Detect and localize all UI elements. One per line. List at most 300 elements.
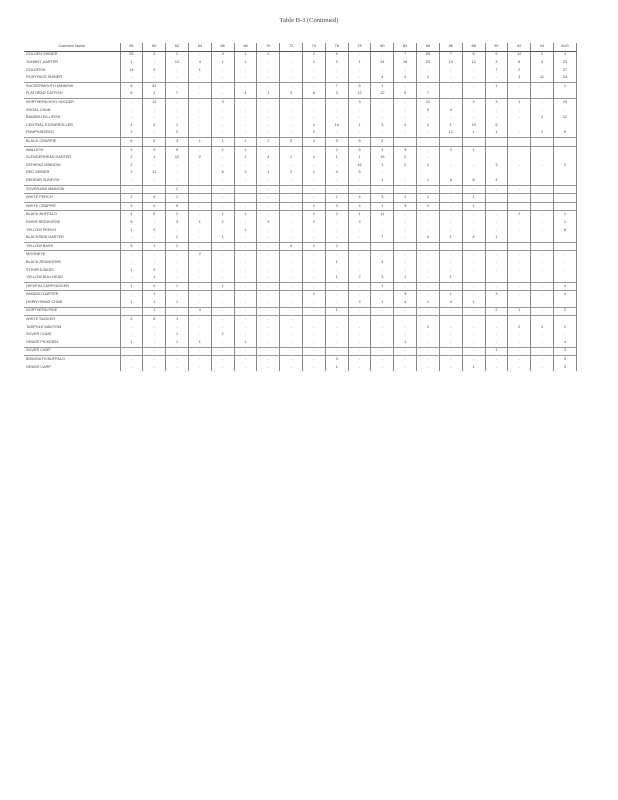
count-cell: - xyxy=(348,107,371,115)
count-cell: 1 xyxy=(234,51,257,59)
count-cell: 3 xyxy=(417,122,440,130)
count-cell: 2 xyxy=(325,194,348,203)
count-cell: - xyxy=(143,107,166,115)
species-name-cell: FATHEAD MINNOW xyxy=(24,162,120,170)
count-cell: - xyxy=(417,211,440,219)
count-cell: 3 xyxy=(257,219,280,227)
count-cell: - xyxy=(394,177,417,185)
count-cell xyxy=(462,242,485,251)
count-cell: - xyxy=(394,282,417,291)
count-cell: 2 xyxy=(166,130,189,138)
count-cell: - xyxy=(120,234,143,242)
count-cell: - xyxy=(188,107,211,115)
count-cell xyxy=(553,299,576,307)
count-cell: - xyxy=(166,107,189,115)
count-cell: - xyxy=(257,162,280,170)
count-cell: 12 xyxy=(553,114,576,122)
count-cell: 5 xyxy=(348,170,371,178)
count-cell: - xyxy=(257,67,280,75)
count-cell: - xyxy=(143,331,166,339)
count-cell: - xyxy=(462,74,485,82)
count-cell: 6 xyxy=(303,91,326,99)
count-cell: - xyxy=(234,107,257,115)
column-header: 90 xyxy=(485,43,508,51)
count-cell: - xyxy=(303,185,326,194)
count-cell: - xyxy=(439,82,462,90)
count-cell xyxy=(508,177,531,185)
count-cell: 3 xyxy=(143,146,166,154)
count-cell: - xyxy=(234,316,257,324)
count-cell: - xyxy=(417,307,440,316)
count-cell: - xyxy=(257,307,280,316)
count-cell: - xyxy=(143,339,166,347)
count-cell: - xyxy=(303,146,326,154)
count-cell: - xyxy=(508,364,531,372)
count-cell: - xyxy=(234,251,257,259)
count-cell: - xyxy=(485,339,508,347)
count-cell: - xyxy=(257,324,280,332)
count-cell: - xyxy=(348,67,371,75)
count-cell: - xyxy=(417,67,440,75)
count-cell: 24 xyxy=(371,59,394,67)
count-cell: 1 xyxy=(257,170,280,178)
count-cell xyxy=(508,122,531,130)
count-cell: 1 xyxy=(120,59,143,67)
count-cell: 5 xyxy=(166,146,189,154)
count-cell: - xyxy=(188,170,211,178)
count-cell: - xyxy=(394,114,417,122)
count-cell: - xyxy=(303,274,326,282)
count-cell: - xyxy=(257,74,280,82)
count-cell: - xyxy=(508,130,531,138)
count-cell: 4 xyxy=(371,74,394,82)
count-cell: - xyxy=(257,299,280,307)
count-cell: - xyxy=(371,267,394,275)
count-cell: 1 xyxy=(439,291,462,299)
count-cell: - xyxy=(280,74,303,82)
count-cell: - xyxy=(371,99,394,107)
count-cell: - xyxy=(280,162,303,170)
column-header: 88 xyxy=(462,43,485,51)
count-cell: 4 xyxy=(257,154,280,162)
count-cell: - xyxy=(417,185,440,194)
table-row xyxy=(24,107,577,115)
count-cell: - xyxy=(120,259,143,267)
table-row xyxy=(24,138,577,147)
count-cell: 12 xyxy=(143,170,166,178)
count-cell: - xyxy=(211,242,234,251)
count-cell: - xyxy=(303,299,326,307)
count-cell: 3 xyxy=(462,99,485,107)
count-cell: 1 xyxy=(120,267,143,275)
count-cell: - xyxy=(211,114,234,122)
table-row xyxy=(24,347,577,356)
count-cell: - xyxy=(485,107,508,115)
count-cell: - xyxy=(394,307,417,316)
count-cell: - xyxy=(143,114,166,122)
count-cell: - xyxy=(553,259,576,267)
species-name-cell: SUCKERMOUTH MINNOW xyxy=(24,82,120,90)
count-cell: 5 xyxy=(120,219,143,227)
count-cell: - xyxy=(280,316,303,324)
column-header: 58 xyxy=(120,43,143,51)
count-cell: 3 xyxy=(143,91,166,99)
count-cell: 1 xyxy=(166,316,189,324)
count-cell: 1 xyxy=(439,122,462,130)
count-cell: 2 xyxy=(531,130,554,138)
count-cell: 1 xyxy=(485,130,508,138)
count-cell: - xyxy=(325,291,348,299)
count-cell: - xyxy=(439,162,462,170)
count-cell: - xyxy=(143,185,166,194)
count-cell: 32 xyxy=(143,82,166,90)
count-cell: - xyxy=(188,347,211,356)
count-cell: - xyxy=(280,347,303,356)
table-row xyxy=(24,234,577,242)
count-cell: 1 xyxy=(348,122,371,130)
count-cell: 1 xyxy=(234,154,257,162)
count-cell: - xyxy=(371,347,394,356)
count-cell: - xyxy=(234,177,257,185)
table-row xyxy=(24,291,577,299)
count-cell xyxy=(531,146,554,154)
count-cell: - xyxy=(234,274,257,282)
count-cell xyxy=(371,316,394,324)
count-cell: - xyxy=(188,356,211,364)
count-cell: 1 xyxy=(303,170,326,178)
count-cell: - xyxy=(462,251,485,259)
count-cell: - xyxy=(211,299,234,307)
count-cell: - xyxy=(348,324,371,332)
column-header: 94 xyxy=(531,43,554,51)
count-cell xyxy=(531,154,554,162)
count-cell: - xyxy=(439,211,462,219)
count-cell: 1 xyxy=(553,219,576,227)
count-cell: - xyxy=(531,211,554,219)
count-cell: - xyxy=(439,259,462,267)
count-cell: - xyxy=(234,194,257,203)
count-cell: - xyxy=(531,107,554,115)
count-cell: - xyxy=(371,185,394,194)
count-cell: - xyxy=(166,274,189,282)
count-cell: 1 xyxy=(371,82,394,90)
count-cell: 2 xyxy=(303,130,326,138)
count-cell: - xyxy=(257,267,280,275)
count-cell: 5 xyxy=(348,82,371,90)
table-row xyxy=(24,82,577,90)
count-cell: - xyxy=(280,299,303,307)
count-cell xyxy=(417,316,440,324)
count-cell: 1 xyxy=(553,211,576,219)
count-cell: - xyxy=(439,356,462,364)
count-cell: - xyxy=(211,177,234,185)
count-cell: 5 xyxy=(348,138,371,147)
count-cell: 1 xyxy=(211,234,234,242)
column-header: 78 xyxy=(348,43,371,51)
table-row xyxy=(24,154,577,162)
count-cell: - xyxy=(417,282,440,291)
count-cell: - xyxy=(120,185,143,194)
count-cell: - xyxy=(120,114,143,122)
count-cell: - xyxy=(234,356,257,364)
species-name-cell: JOHNNY DARTER xyxy=(24,59,120,67)
count-cell: 4 xyxy=(553,282,576,291)
count-cell: - xyxy=(211,259,234,267)
count-cell: - xyxy=(303,177,326,185)
count-cell: 1 xyxy=(485,234,508,242)
count-cell: 4 xyxy=(371,146,394,154)
count-cell: - xyxy=(303,114,326,122)
count-cell: - xyxy=(188,282,211,291)
count-cell: - xyxy=(120,331,143,339)
species-name-cell: RIVER REDHORSE xyxy=(24,219,120,227)
count-cell: - xyxy=(417,274,440,282)
count-cell: 3 xyxy=(485,162,508,170)
species-name-cell: BLACK BUFFALO xyxy=(24,211,120,219)
count-cell: 12 xyxy=(348,91,371,99)
table-row xyxy=(24,122,577,130)
count-cell: - xyxy=(143,74,166,82)
count-cell: 2 xyxy=(188,251,211,259)
count-cell: - xyxy=(143,234,166,242)
count-cell: 3 xyxy=(553,356,576,364)
column-header: 72 xyxy=(280,43,303,51)
count-cell: - xyxy=(508,162,531,170)
count-cell: - xyxy=(439,227,462,235)
count-cell: - xyxy=(394,234,417,242)
count-cell: - xyxy=(120,307,143,316)
count-cell: - xyxy=(325,282,348,291)
count-cell: - xyxy=(325,130,348,138)
count-cell: - xyxy=(348,185,371,194)
count-cell: 3 xyxy=(394,291,417,299)
count-cell: 1 xyxy=(143,299,166,307)
count-cell: - xyxy=(303,234,326,242)
table-row xyxy=(24,242,577,251)
count-cell: 1 xyxy=(325,154,348,162)
count-cell: 5 xyxy=(143,211,166,219)
count-cell: - xyxy=(417,364,440,372)
count-cell xyxy=(531,274,554,282)
species-name-cell: SILVER CARP xyxy=(24,347,120,356)
count-cell: - xyxy=(234,67,257,75)
count-cell: - xyxy=(211,194,234,203)
column-header: 74 xyxy=(303,43,326,51)
count-cell: - xyxy=(211,154,234,162)
count-cell xyxy=(462,316,485,324)
count-cell: - xyxy=(417,130,440,138)
count-cell: 4 xyxy=(325,170,348,178)
count-cell: - xyxy=(280,227,303,235)
table-row xyxy=(24,316,577,324)
count-cell: - xyxy=(417,347,440,356)
count-cell: - xyxy=(257,202,280,211)
table-row xyxy=(24,267,577,275)
count-cell: 4 xyxy=(371,259,394,267)
count-cell: - xyxy=(303,162,326,170)
count-cell: 5 xyxy=(143,316,166,324)
count-cell: 3 xyxy=(485,291,508,299)
count-cell: 2 xyxy=(166,211,189,219)
species-name-cell: GRASS PICKEREL xyxy=(24,339,120,347)
column-header: 84 xyxy=(417,43,440,51)
count-cell: - xyxy=(188,82,211,90)
column-header: 66 xyxy=(211,43,234,51)
column-header: 86 xyxy=(439,43,462,51)
count-cell: - xyxy=(531,282,554,291)
count-cell xyxy=(553,154,576,162)
count-cell: - xyxy=(120,364,143,372)
count-cell xyxy=(485,170,508,178)
count-cell: - xyxy=(439,219,462,227)
count-cell: 7 xyxy=(371,234,394,242)
count-cell: - xyxy=(303,99,326,107)
count-cell: 2 xyxy=(120,316,143,324)
count-cell: 3 xyxy=(417,107,440,115)
count-cell: - xyxy=(143,130,166,138)
count-cell: - xyxy=(120,291,143,299)
species-name-cell: SLENDERHEAD DARTER xyxy=(24,154,120,162)
count-cell: - xyxy=(325,234,348,242)
count-cell: 1 xyxy=(166,282,189,291)
count-cell: - xyxy=(211,364,234,372)
count-cell: 1 xyxy=(348,211,371,219)
count-cell: 2 xyxy=(166,51,189,59)
count-cell: - xyxy=(325,251,348,259)
count-cell: - xyxy=(531,291,554,299)
count-cell: 1 xyxy=(303,59,326,67)
count-cell: 2 xyxy=(485,307,508,316)
count-cell: - xyxy=(531,82,554,90)
count-cell: - xyxy=(303,227,326,235)
table-row xyxy=(24,177,577,185)
count-cell: 6 xyxy=(553,227,576,235)
count-cell: - xyxy=(166,82,189,90)
species-name-cell: FLATHEAD CATFISH xyxy=(24,91,120,99)
count-cell: - xyxy=(371,219,394,227)
count-cell xyxy=(508,146,531,154)
count-cell: - xyxy=(280,67,303,75)
count-cell: 12 xyxy=(371,91,394,99)
count-cell: - xyxy=(531,356,554,364)
count-cell: 3 xyxy=(143,51,166,59)
count-cell: - xyxy=(394,67,417,75)
count-cell: - xyxy=(234,162,257,170)
count-cell: - xyxy=(234,99,257,107)
species-name-cell: NORTHERN HOG SUCKER xyxy=(24,99,120,107)
count-cell: - xyxy=(303,307,326,316)
species-name-cell: PUMPKINSEED xyxy=(24,130,120,138)
count-cell: - xyxy=(348,251,371,259)
table-row xyxy=(24,51,577,59)
species-name-cell: BLACKSIDE DARTER xyxy=(24,234,120,242)
count-cell: - xyxy=(257,185,280,194)
count-cell: - xyxy=(166,67,189,75)
species-name-cell: BIGMOUTH BUFFALO xyxy=(24,356,120,364)
column-header: AVG xyxy=(553,43,576,51)
count-cell: - xyxy=(508,251,531,259)
count-cell: - xyxy=(234,307,257,316)
count-cell: 23 xyxy=(417,59,440,67)
count-cell: - xyxy=(303,67,326,75)
count-cell: - xyxy=(120,356,143,364)
count-cell: - xyxy=(257,242,280,251)
count-cell: - xyxy=(508,107,531,115)
count-cell: 12 xyxy=(439,130,462,138)
count-cell: - xyxy=(325,347,348,356)
count-cell: 4 xyxy=(188,59,211,67)
count-cell: - xyxy=(143,364,166,372)
count-cell: - xyxy=(143,259,166,267)
count-cell: - xyxy=(439,331,462,339)
count-cell: - xyxy=(553,267,576,275)
count-cell: 14 xyxy=(120,67,143,75)
count-cell xyxy=(485,138,508,147)
count-cell xyxy=(485,274,508,282)
count-cell: - xyxy=(120,251,143,259)
count-cell: - xyxy=(531,67,554,75)
count-cell: - xyxy=(371,114,394,122)
count-cell: - xyxy=(188,324,211,332)
count-cell: - xyxy=(417,267,440,275)
count-cell: 1 xyxy=(462,299,485,307)
count-cell: 7 xyxy=(417,91,440,99)
count-cell: - xyxy=(325,185,348,194)
species-name-cell: RED SHINER xyxy=(24,170,120,178)
count-cell: - xyxy=(303,324,326,332)
species-name-cell: YELLOW BULLHEAD xyxy=(24,274,120,282)
table-row xyxy=(24,194,577,203)
count-cell: - xyxy=(257,331,280,339)
species-name-cell: MOONEYE xyxy=(24,251,120,259)
count-cell: - xyxy=(303,74,326,82)
count-cell: - xyxy=(508,82,531,90)
count-cell: - xyxy=(257,194,280,203)
count-cell: 1 xyxy=(166,299,189,307)
count-cell: - xyxy=(280,331,303,339)
count-cell: - xyxy=(462,356,485,364)
species-name-cell: CENTRAL STONEROLLER xyxy=(24,122,120,130)
count-cell: 1 xyxy=(371,162,394,170)
count-cell: - xyxy=(166,74,189,82)
count-cell: - xyxy=(462,347,485,356)
count-cell: 3 xyxy=(325,91,348,99)
count-cell: 4 xyxy=(120,211,143,219)
count-cell: - xyxy=(280,146,303,154)
count-cell: - xyxy=(234,82,257,90)
count-cell: 3 xyxy=(325,202,348,211)
count-cell: 1 xyxy=(553,82,576,90)
count-cell: - xyxy=(417,82,440,90)
count-cell: - xyxy=(439,67,462,75)
count-cell: - xyxy=(348,347,371,356)
count-cell: 4 xyxy=(394,299,417,307)
count-cell: - xyxy=(485,227,508,235)
count-cell xyxy=(508,316,531,324)
column-header-name: Common Name xyxy=(24,43,120,51)
count-cell: - xyxy=(166,114,189,122)
count-cell: 14 xyxy=(325,122,348,130)
count-cell: 4 xyxy=(439,107,462,115)
count-cell: - xyxy=(188,114,211,122)
count-cell xyxy=(553,91,576,99)
count-cell: - xyxy=(394,107,417,115)
count-cell xyxy=(531,316,554,324)
count-cell xyxy=(394,138,417,147)
count-cell: 2 xyxy=(188,154,211,162)
count-cell: - xyxy=(188,242,211,251)
count-cell: - xyxy=(394,364,417,372)
